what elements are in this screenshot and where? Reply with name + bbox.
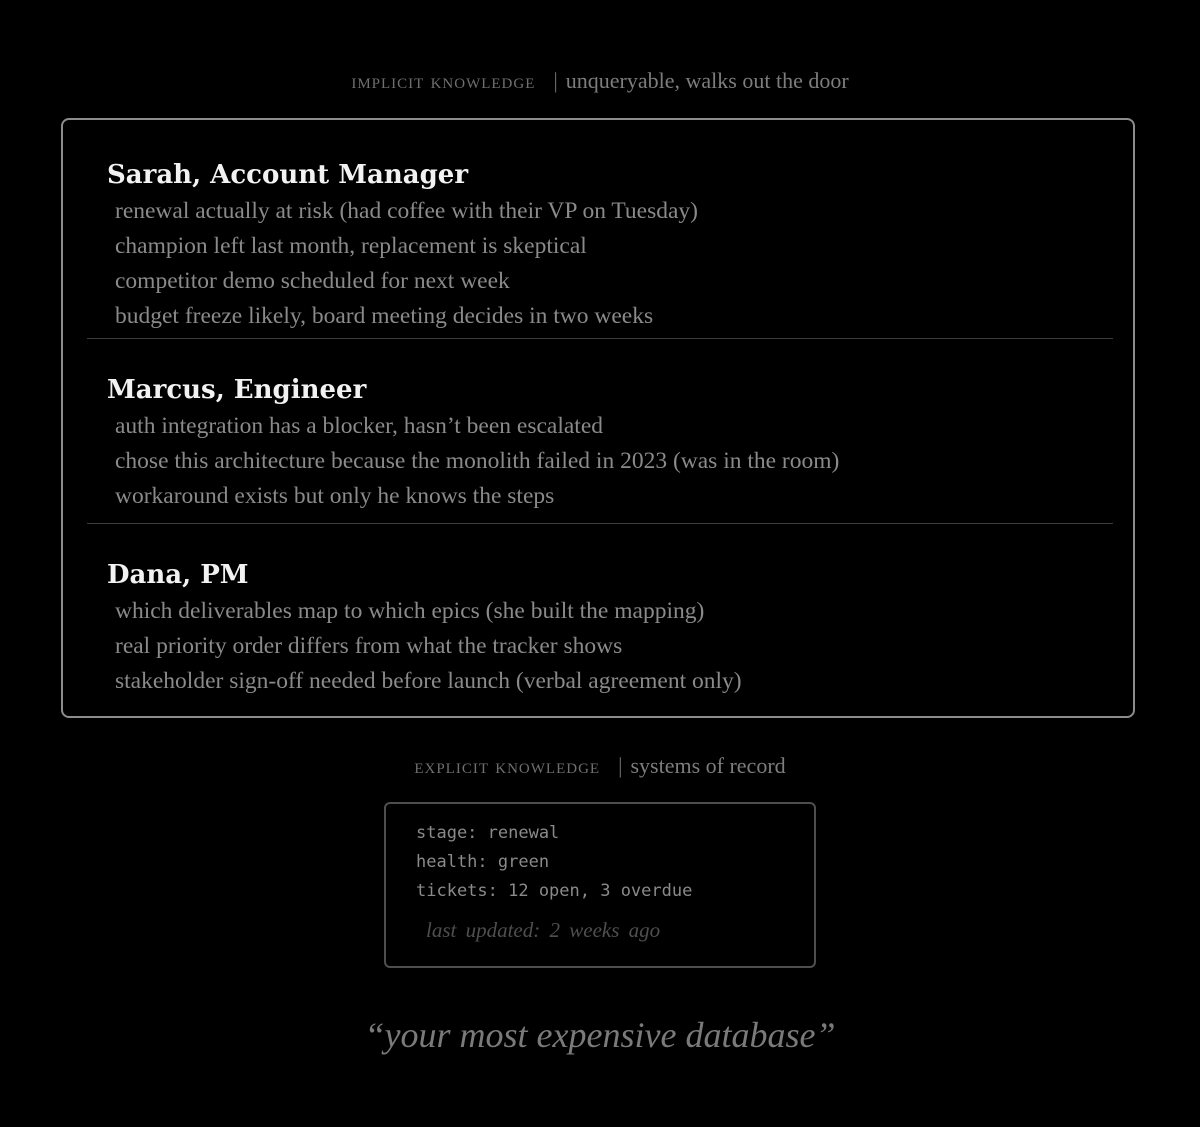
- person-divider: [87, 523, 1113, 524]
- person-name: Sarah, Account Manager: [107, 160, 469, 190]
- closing-quote: “your most expensive database”: [364, 1015, 836, 1055]
- system-of-record-box: [384, 802, 816, 968]
- person-fact: budget freeze likely, board meeting decides in two weeks: [115, 303, 654, 329]
- person-card-dana: [87, 556, 1113, 699]
- implicit-knowledge-description: unqueryable, walks out the door: [565, 68, 849, 93]
- person-fact: renewal actually at risk (had coffee with their VP on Tuesday): [115, 198, 699, 224]
- person-fact: which deliverables map to which epics (she built the mapping): [115, 598, 705, 624]
- person-name: Dana, PM: [107, 560, 249, 590]
- person-fact: chose this architecture because the monolith failed in 2023 (was in the room): [115, 448, 840, 474]
- header-separator: |: [618, 753, 623, 778]
- record-last-updated: last updated: 2 weeks ago: [426, 918, 661, 942]
- record-field-health: health: green: [416, 852, 550, 872]
- record-field-tickets: tickets: 12 open, 3 overdue: [416, 881, 693, 901]
- person-fact: real priority order differs from what the tracker shows: [115, 633, 623, 659]
- implicit-knowledge-title: implicit knowledge: [351, 69, 536, 93]
- person-divider: [87, 338, 1113, 339]
- implicit-knowledge-box: [61, 118, 1135, 718]
- explicit-knowledge-description: systems of record: [630, 753, 786, 778]
- person-card-marcus: [87, 371, 1113, 514]
- person-name: Marcus, Engineer: [107, 375, 367, 405]
- person-fact: auth integration has a blocker, hasn’t been escalated: [115, 413, 604, 439]
- person-fact: stakeholder sign-off needed before launch (verbal agreement only): [115, 668, 742, 694]
- explicit-knowledge-title: explicit knowledge: [414, 754, 601, 778]
- implicit-knowledge-header: [0, 68, 1200, 94]
- person-fact: competitor demo scheduled for next week: [115, 268, 510, 294]
- header-separator: |: [553, 68, 558, 93]
- explicit-knowledge-header: [0, 753, 1200, 779]
- person-card-sarah: [87, 156, 1113, 334]
- person-fact: workaround exists but only he knows the steps: [115, 483, 555, 509]
- person-fact: champion left last month, replacement is skeptical: [115, 233, 587, 259]
- record-field-stage: stage: renewal: [416, 823, 560, 843]
